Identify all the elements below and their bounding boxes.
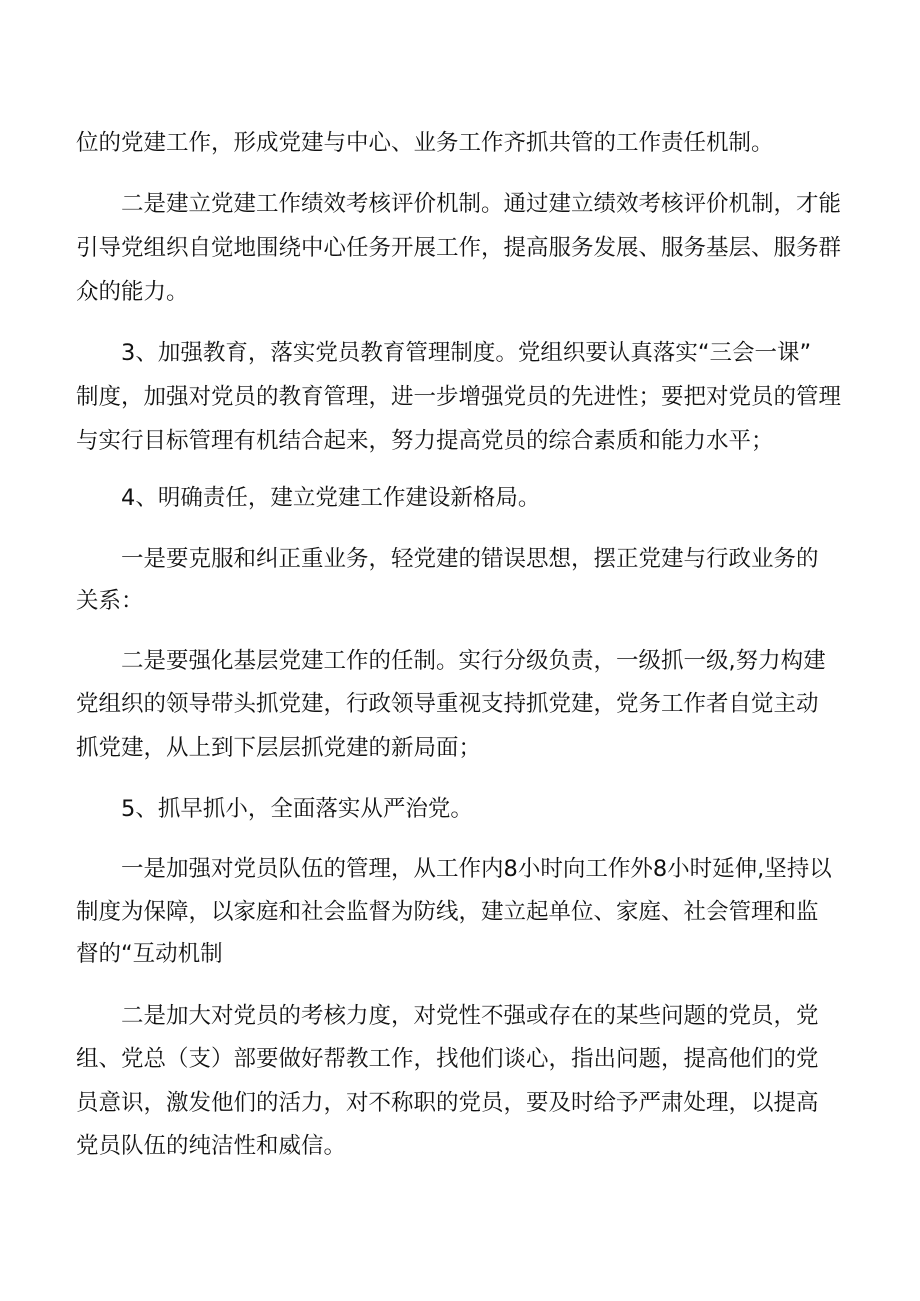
text-line: 二是加大对党员的考核力度，对党性不强或存在的某些问题的党员，党: [121, 1003, 819, 1029]
text-line: 一是要克服和纠正重业务，轻党建的错误思想，摆正党建与行政业务的: [121, 546, 819, 572]
text-line: 一是加强对党员队伍的管理，从工作内8小时向工作外8小时延伸,坚持以: [121, 856, 832, 882]
text-line: 位的党建工作，形成党建与中心、业务工作齐抓共管的工作责任机制。: [76, 130, 774, 156]
text-line: 员意识，激发他们的活力，对不称职的党员，要及时给予严肃处理，以提高: [76, 1090, 819, 1116]
text-line: 党员队伍的纯洁性和威信。: [76, 1133, 347, 1159]
text-line: 制度为保障，以家庭和社会监督为防线，建立起单位、家庭、社会管理和监: [76, 899, 819, 925]
text-line: 4、明确责任，建立党建工作建设新格局。: [121, 485, 541, 511]
text-line: 引导党组织自觉地围绕中心任务开展工作，提高服务发展、服务基层、服务群: [76, 235, 842, 261]
text-line: 关系：: [76, 588, 144, 614]
text-line: 二是建立党建工作绩效考核评价机制。通过建立绩效考核评价机制，才能: [121, 191, 842, 217]
text-line: 督的“互动机制: [76, 941, 223, 967]
text-line: 3、加强教育，落实党员教育管理制度。党组织要认真落实“三会一课”: [121, 340, 812, 366]
text-line: 5、抓早抓小，全面落实从严治党。: [121, 796, 473, 822]
text-line: 党组织的领导带头抓党建，行政领导重视支持抓党建，党务工作者自觉主动: [76, 691, 819, 717]
text-line: 众的能力。: [76, 279, 189, 305]
text-line: 抓党建，从上到下层层抓党建的新局面；: [76, 735, 482, 761]
text-line: 二是要强化基层党建工作的任制。实行分级负责，一级抓一级,努力构建: [121, 648, 826, 674]
text-line: 制度，加强对党员的教育管理，进一步增强党员的先进性；要把对党员的管理: [76, 384, 842, 410]
text-line: 与实行目标管理有机结合起来，努力提高党员的综合素质和能力水平；: [76, 428, 774, 454]
text-line: 组、党总（支）部要做好帮教工作，找他们谈心，指出问题，提高他们的党: [76, 1046, 819, 1072]
